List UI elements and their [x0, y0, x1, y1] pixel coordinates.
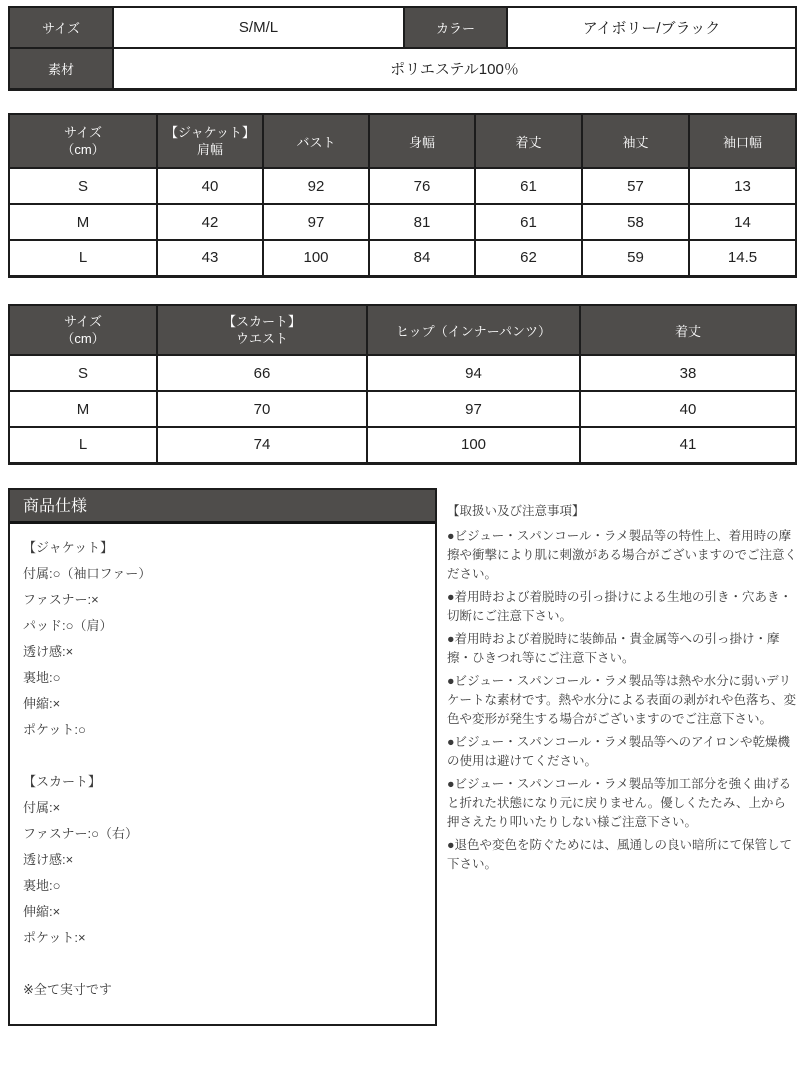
- table-cell: 58: [582, 204, 689, 240]
- precautions-title: 【取扱い及び注意事項】: [447, 504, 585, 518]
- table-cell: 57: [582, 168, 689, 204]
- table-cell: 100: [367, 427, 580, 463]
- skirt-spec-item: ポケット:×: [23, 930, 86, 945]
- table-cell: 97: [263, 204, 369, 240]
- jacket-spec-item: 透け感:×: [23, 644, 74, 659]
- spacer: [23, 743, 422, 769]
- table-row: [9, 355, 796, 391]
- table-row: [9, 391, 796, 427]
- size-header-line1: サイズ: [64, 125, 102, 140]
- size-cell: S: [9, 355, 157, 391]
- shoulder-width-header-cell: [157, 114, 263, 168]
- jacket-spec-item: 裏地:○: [23, 670, 61, 685]
- size-value-cell: S/M/L: [113, 7, 404, 48]
- bust-header-cell: バスト: [263, 114, 369, 168]
- product-info-table: [8, 6, 797, 91]
- size-label-cell: サイズ: [9, 7, 113, 48]
- table-cell: 40: [157, 168, 263, 204]
- material-label-cell: 素材: [9, 48, 113, 89]
- table-cell: 42: [157, 204, 263, 240]
- skirt-header-line2: ウエスト: [235, 331, 288, 346]
- skirt-spec-item: 付属:×: [23, 800, 61, 815]
- table-cell: 76: [369, 168, 475, 204]
- table-header-row: [9, 114, 796, 168]
- size-cell: L: [9, 427, 157, 463]
- size-header-line2: （cm）: [61, 331, 105, 346]
- skirt-spec-item: 透け感:×: [23, 852, 74, 867]
- length-header-cell: 着丈: [580, 305, 796, 355]
- table-row: [9, 240, 796, 276]
- table-row: [9, 7, 796, 48]
- material-value-cell: ポリエステル100％: [113, 48, 796, 89]
- table-row: [9, 204, 796, 240]
- hip-header-cell: ヒップ（インナーパンツ）: [367, 305, 580, 355]
- precaution-item: ●ビジュー・スパンコール・ラメ製品等の特性上、着用時の摩擦や衝撃により肌に刺激がある場合がございますのでご注意ください。: [447, 529, 798, 581]
- table-cell: 70: [157, 391, 367, 427]
- table-cell: 92: [263, 168, 369, 204]
- size-cm-header-cell: [9, 305, 157, 355]
- size-cm-header-cell: [9, 114, 157, 168]
- precaution-item: ●着用時および着脱時に装飾品・貴金属等への引っ掛け・摩擦・ひきつれ等にご注意下さい。: [447, 632, 780, 665]
- skirt-spec-title: 【スカート】: [23, 774, 102, 789]
- precaution-item: ●退色や変色を防ぐためには、風通しの良い暗所にて保管して下さい。: [447, 838, 793, 871]
- table-cell: 100: [263, 240, 369, 276]
- size-cell: M: [9, 204, 157, 240]
- precaution-item: ●着用時および着脱時の引っ掛けによる生地の引き・穴あき・切断にご注意下さい。: [447, 590, 793, 623]
- skirt-spec-item: ファスナー:○（右）: [23, 826, 138, 841]
- length-header-cell: 着丈: [475, 114, 582, 168]
- skirt-spec-item: 裏地:○: [23, 878, 61, 893]
- jacket-spec-item: 付属:○（袖口ファー）: [23, 566, 152, 581]
- table-cell: 40: [580, 391, 796, 427]
- jacket-header-line2: 肩幅: [196, 142, 223, 157]
- table-cell: 13: [689, 168, 796, 204]
- precaution-item: ●ビジュー・スパンコール・ラメ製品等加工部分を強く曲げると折れた状態になり元に戻りません。優しくたたみ、上から押さえたり叩いたりしない様ご注意下さい。: [447, 777, 792, 829]
- precaution-item: ●ビジュー・スパンコール・ラメ製品等へのアイロンや乾燥機の使用は避けてください。: [447, 735, 791, 768]
- table-row: [9, 427, 796, 463]
- table-cell: 43: [157, 240, 263, 276]
- size-header-line2: （cm）: [61, 142, 105, 157]
- skirt-spec-item: 伸縮:×: [23, 904, 61, 919]
- skirt-header-line1: 【スカート】: [222, 314, 301, 329]
- table-cell: 62: [475, 240, 582, 276]
- table-cell: 38: [580, 355, 796, 391]
- jacket-header-line1: 【ジャケット】: [164, 125, 256, 140]
- size-cell: M: [9, 391, 157, 427]
- size-cell: L: [9, 240, 157, 276]
- jacket-size-table: [8, 113, 797, 278]
- color-label-cell: カラー: [404, 7, 507, 48]
- precaution-item: ●ビジュー・スパンコール・ラメ製品等は熱や水分に弱いデリケートな素材です。熱や水分による表面の剥がれや色落ち、変色や変形が発生する場合がございますのでご注意下さい。: [447, 674, 797, 726]
- body-width-header-cell: 身幅: [369, 114, 475, 168]
- size-header-line1: サイズ: [64, 314, 102, 329]
- cuff-width-header-cell: 袖口幅: [689, 114, 796, 168]
- jacket-spec-title: 【ジャケット】: [23, 540, 114, 555]
- spec-box-body: [10, 524, 435, 1014]
- spec-box-title: 商品仕様: [10, 490, 435, 524]
- table-cell: 61: [475, 204, 582, 240]
- spacer: [23, 951, 422, 977]
- measurement-note: ※全て実寸です: [23, 982, 112, 997]
- table-cell: 81: [369, 204, 475, 240]
- table-cell: 14: [689, 204, 796, 240]
- table-cell: 74: [157, 427, 367, 463]
- color-value-cell: アイボリー/ブラック: [507, 7, 796, 48]
- table-row: [9, 48, 796, 89]
- jacket-spec-item: パッド:○（肩）: [23, 618, 113, 633]
- jacket-spec-item: ポケット:○: [23, 722, 86, 737]
- jacket-spec-item: ファスナー:×: [23, 592, 99, 607]
- precautions-section: [447, 502, 798, 878]
- table-cell: 66: [157, 355, 367, 391]
- size-cell: S: [9, 168, 157, 204]
- skirt-size-table: [8, 304, 797, 465]
- table-cell: 14.5: [689, 240, 796, 276]
- waist-header-cell: [157, 305, 367, 355]
- table-header-row: [9, 305, 796, 355]
- table-cell: 94: [367, 355, 580, 391]
- jacket-spec-item: 伸縮:×: [23, 696, 61, 711]
- table-cell: 61: [475, 168, 582, 204]
- sleeve-length-header-cell: 袖丈: [582, 114, 689, 168]
- table-row: [9, 168, 796, 204]
- table-cell: 97: [367, 391, 580, 427]
- table-cell: 84: [369, 240, 475, 276]
- table-cell: 41: [580, 427, 796, 463]
- table-cell: 59: [582, 240, 689, 276]
- product-spec-box: [8, 488, 437, 1026]
